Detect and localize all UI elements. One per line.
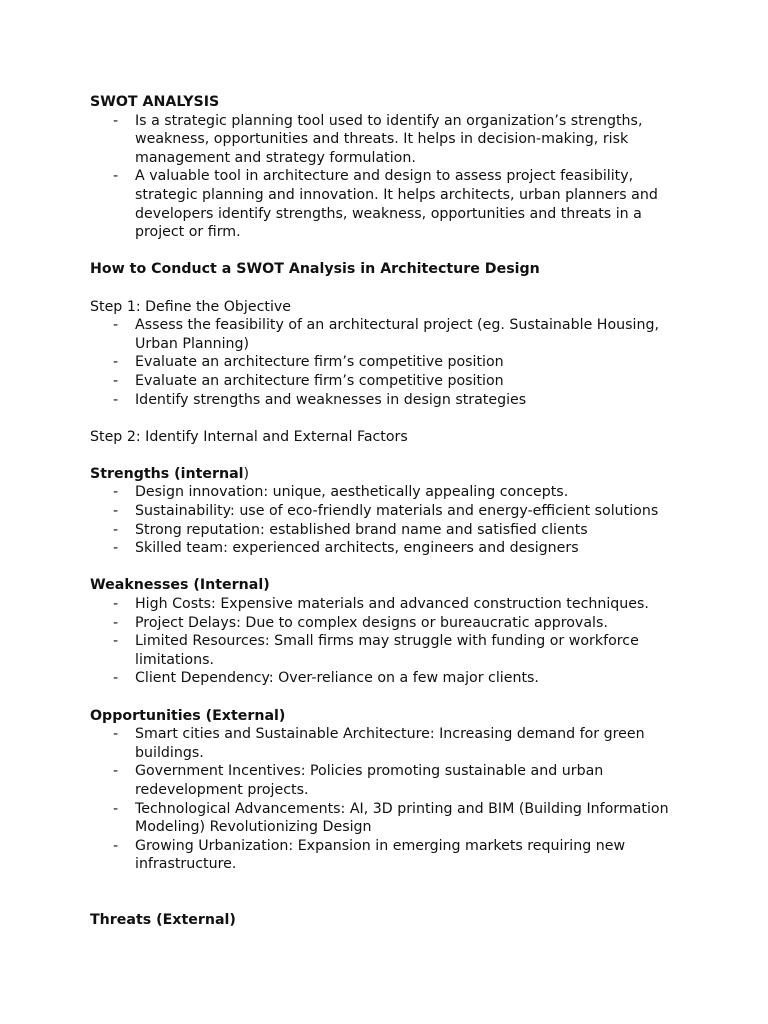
step2-title: Step 2: Identify Internal and External Factors — [90, 428, 408, 445]
step1-title: Step 1: Define the Objective — [90, 298, 292, 315]
list-item: - Client Dependency: Over-reliance on a few major clients. — [135, 669, 690, 688]
list-item: - Project Delays: Due to complex designs or bureaucratic approvals. — [135, 614, 690, 633]
swot-list — [90, 112, 690, 242]
list-item: - Is a strategic planning tool used to identify an organization’s strengths, weakness, opportunities and threats. It helps in decision-making, risk management and strategy formulation. — [135, 112, 690, 168]
list-item: - Evaluate an architecture firm’s competitive position — [135, 372, 690, 391]
step1-list — [90, 316, 690, 409]
list-item: - Strong reputation: established brand name and satisfied clients — [135, 521, 690, 540]
document-page — [90, 93, 690, 930]
list-item: - Government Incentives: Policies promoting sustainable and urban redevelopment projects. — [135, 762, 690, 799]
list-item: - Evaluate an architecture firm’s competitive position — [135, 353, 690, 372]
strengths-title-end: ) — [243, 465, 250, 482]
weaknesses-list — [90, 595, 690, 688]
list-item: - Assess the feasibility of an architectural project (eg. Sustainable Housing, Urban Planning) — [135, 316, 690, 353]
list-item: - Sustainability: use of eco-friendly materials and energy-efficient solutions — [135, 502, 690, 521]
strengths-title: Strengths (internal — [90, 465, 244, 482]
howto-title: How to Conduct a SWOT Analysis in Architecture Design — [90, 261, 540, 278]
list-item: - Technological Advancements: AI, 3D printing and BIM (Building Information Modeling) Revolutionizing Design — [135, 800, 690, 837]
weaknesses-title: Weaknesses (Internal) — [90, 577, 270, 594]
list-item: - Skilled team: experienced architects, engineers and designers — [135, 539, 690, 558]
list-item: - Limited Resources: Small firms may struggle with funding or workforce limitations. — [135, 632, 690, 669]
threats-title: Threats (External) — [90, 911, 236, 928]
strengths-list — [90, 483, 690, 557]
list-item: - A valuable tool in architecture and design to assess project feasibility, strategic planning and innovation. It helps architects, urban planners and developers identify strengths, weakness, opportunities and threats in a project or firm. — [135, 167, 690, 241]
list-item: - High Costs: Expensive materials and advanced construction techniques. — [135, 595, 690, 614]
list-item: - Growing Urbanization: Expansion in emerging markets requiring new infrastructure. — [135, 837, 690, 874]
list-item: - Identify strengths and weaknesses in design strategies — [135, 391, 690, 410]
swot-title: SWOT ANALYSIS — [90, 94, 220, 110]
list-item: - Smart cities and Sustainable Architecture: Increasing demand for green buildings. — [135, 725, 690, 762]
strengths-heading — [90, 465, 690, 484]
opportunities-list — [90, 725, 690, 874]
opportunities-title: Opportunities (External) — [90, 707, 286, 724]
list-item: - Design innovation: unique, aesthetically appealing concepts. — [135, 483, 690, 502]
